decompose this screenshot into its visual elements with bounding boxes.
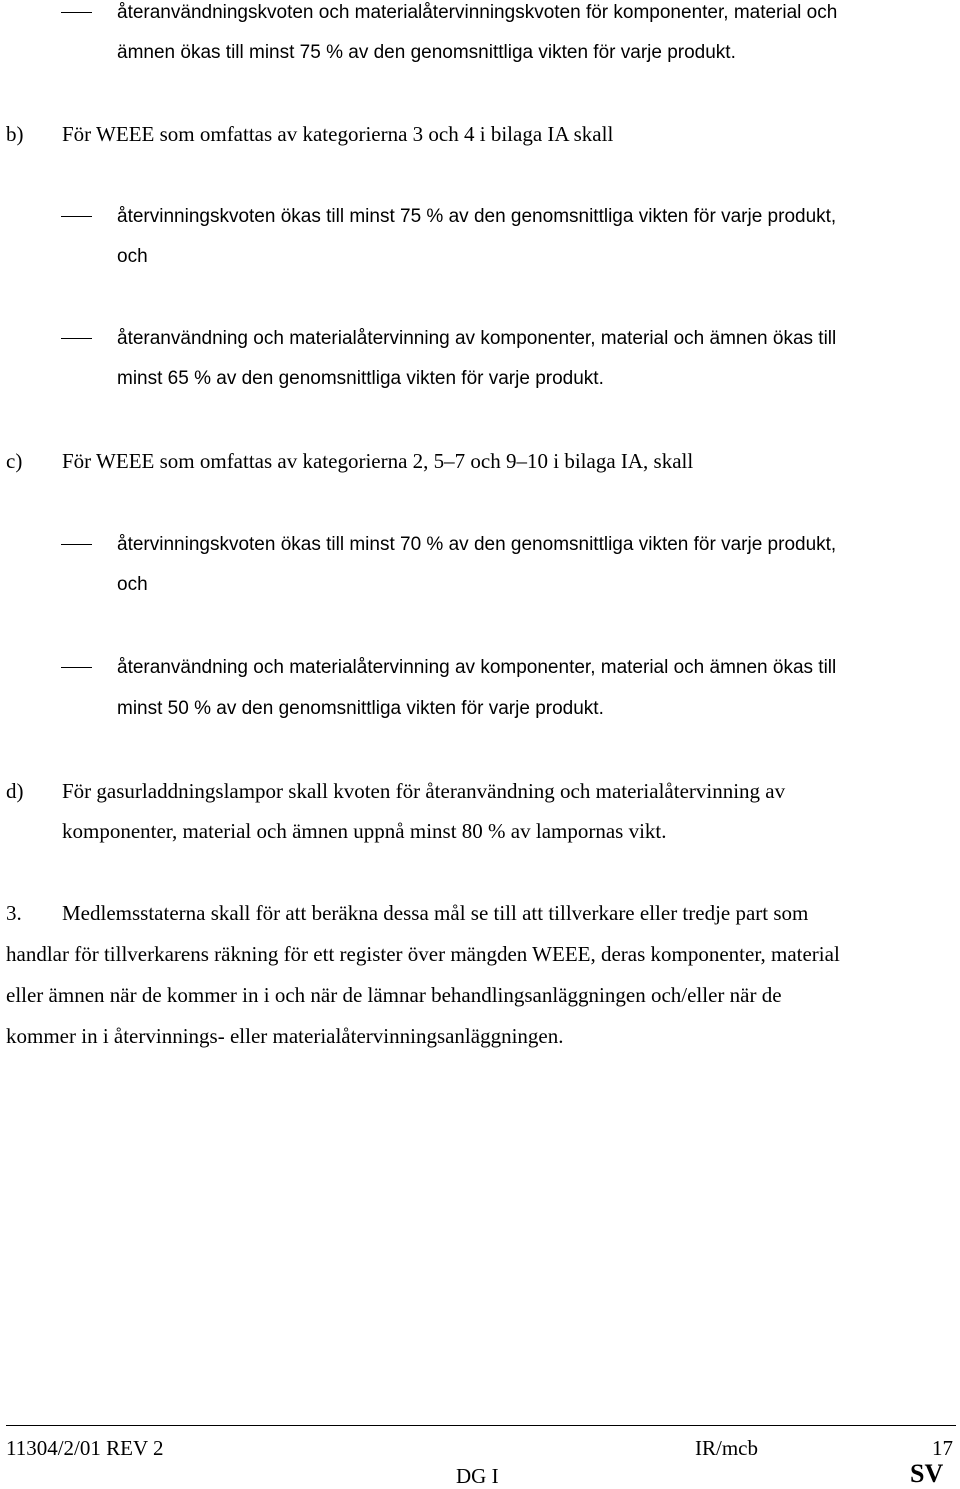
list-item-text: och (117, 246, 148, 267)
footer-language: SV (910, 1459, 944, 1488)
section-marker: b) (6, 122, 24, 146)
paragraph-text: Medlemsstaterna skall för att beräkna dessa mål se till att tillverkare eller tredje part som (62, 901, 809, 925)
list-item-text: minst 50 % av den genomsnittliga vikten för varje produkt. (117, 698, 604, 719)
list-dash (61, 216, 92, 217)
section-heading: För WEEE som omfattas av kategorierna 3 och 4 i bilaga IA skall (62, 122, 614, 146)
section-text: komponenter, material och ämnen uppnå minst 80 % av lampornas vikt. (62, 819, 667, 843)
section-heading: För WEEE som omfattas av kategorierna 2, 5–7 och 9–10 i bilaga IA, skall (62, 449, 694, 473)
list-item-text: återvinningskvoten ökas till minst 70 % av den genomsnittliga vikten för varje produkt, (117, 534, 837, 555)
footer-page-number: 17 (932, 1436, 953, 1460)
list-item-text: återanvändning och materialåtervinning av komponenter, material och ämnen ökas till (117, 328, 837, 349)
list-dash (61, 544, 92, 545)
list-item-text: minst 65 % av den genomsnittliga vikten för varje produkt. (117, 368, 604, 389)
list-dash (61, 667, 92, 668)
footer-rule (6, 1425, 956, 1426)
section-text: För gasurladdningslampor skall kvoten för återanvändning och materialåtervinning av (62, 779, 786, 803)
list-item-text: ämnen ökas till minst 75 % av den genomsnittliga vikten för varje produkt. (117, 42, 736, 63)
footer-doc-ref: 11304/2/01 REV 2 (6, 1436, 164, 1460)
list-item-text: och (117, 574, 148, 595)
footer-dg: DG I (456, 1464, 499, 1488)
paragraph-text: handlar för tillverkarens räkning för ett register över mängden WEEE, deras komponenter, material (6, 942, 840, 966)
paragraph-marker: 3. (6, 901, 22, 925)
list-dash (61, 12, 92, 13)
list-item-text: återanvändning och materialåtervinning av komponenter, material och ämnen ökas till (117, 657, 837, 678)
footer-initials: IR/mcb (695, 1436, 758, 1460)
section-marker: d) (6, 779, 24, 803)
paragraph-text: kommer in i återvinnings- eller materialåtervinningsanläggningen. (6, 1024, 564, 1048)
list-item-text: återanvändningskvoten och materialåtervinningskvoten för komponenter, material och (117, 2, 838, 23)
list-dash (61, 338, 92, 339)
list-item-text: återvinningskvoten ökas till minst 75 % av den genomsnittliga vikten för varje produkt, (117, 206, 837, 227)
paragraph-text: eller ämnen när de kommer in i och när de lämnar behandlingsanläggningen och/eller när de (6, 983, 782, 1007)
section-marker: c) (6, 449, 23, 473)
